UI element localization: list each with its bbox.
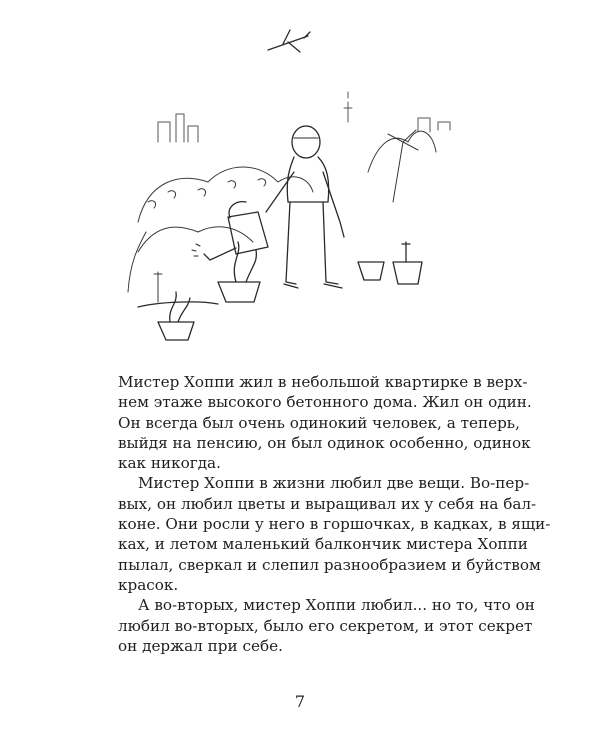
- paragraph-3: [118, 595, 535, 656]
- flower-pots-drawing: [138, 242, 422, 340]
- old-man-drawing: [266, 126, 344, 288]
- text-line: пылал, сверкал и слепил разнообразием и буйством: [118, 555, 541, 574]
- text-line: красок.: [118, 575, 179, 594]
- text-line: ках, и летом маленький балкончик мистера Хоппи: [118, 535, 528, 554]
- text-line: Он всегда был очень одинокий человек, а теперь,: [118, 413, 520, 432]
- text-line: нем этаже высокого бетонного дома. Жил он один.: [118, 393, 532, 412]
- page-number: 7: [294, 692, 306, 711]
- text-line: А во-вторых, мистер Хоппи любил... но то, что он: [138, 596, 535, 615]
- text-line: Мистер Хоппи жил в небольшой квартирке в верх-: [118, 373, 528, 391]
- paragraph-1: [118, 372, 532, 473]
- text-line: вых, он любил цветы и выращивал их у себя на бал-: [118, 494, 537, 513]
- text-line: выйдя на пенсию, он был одинок особенно, одинок: [118, 433, 531, 452]
- text-line: Мистер Хоппи в жизни любил две вещи. Во-пер-: [138, 474, 530, 493]
- text-line: коне. Они росли у него в горшочках, в кадках, в ящи-: [118, 515, 551, 534]
- text-line: любил во-вторых, было его секретом, и этот секрет: [118, 616, 533, 635]
- text-line: он держал при себе.: [118, 636, 283, 655]
- text-line: как никогда.: [118, 454, 221, 473]
- city-skyline-drawing: [158, 92, 450, 142]
- gardener-illustration: [118, 22, 478, 352]
- airplane-drawing: [268, 30, 310, 52]
- paragraph-2: [118, 473, 551, 595]
- story-text: [118, 372, 551, 656]
- flower-bushes-drawing: [128, 130, 436, 302]
